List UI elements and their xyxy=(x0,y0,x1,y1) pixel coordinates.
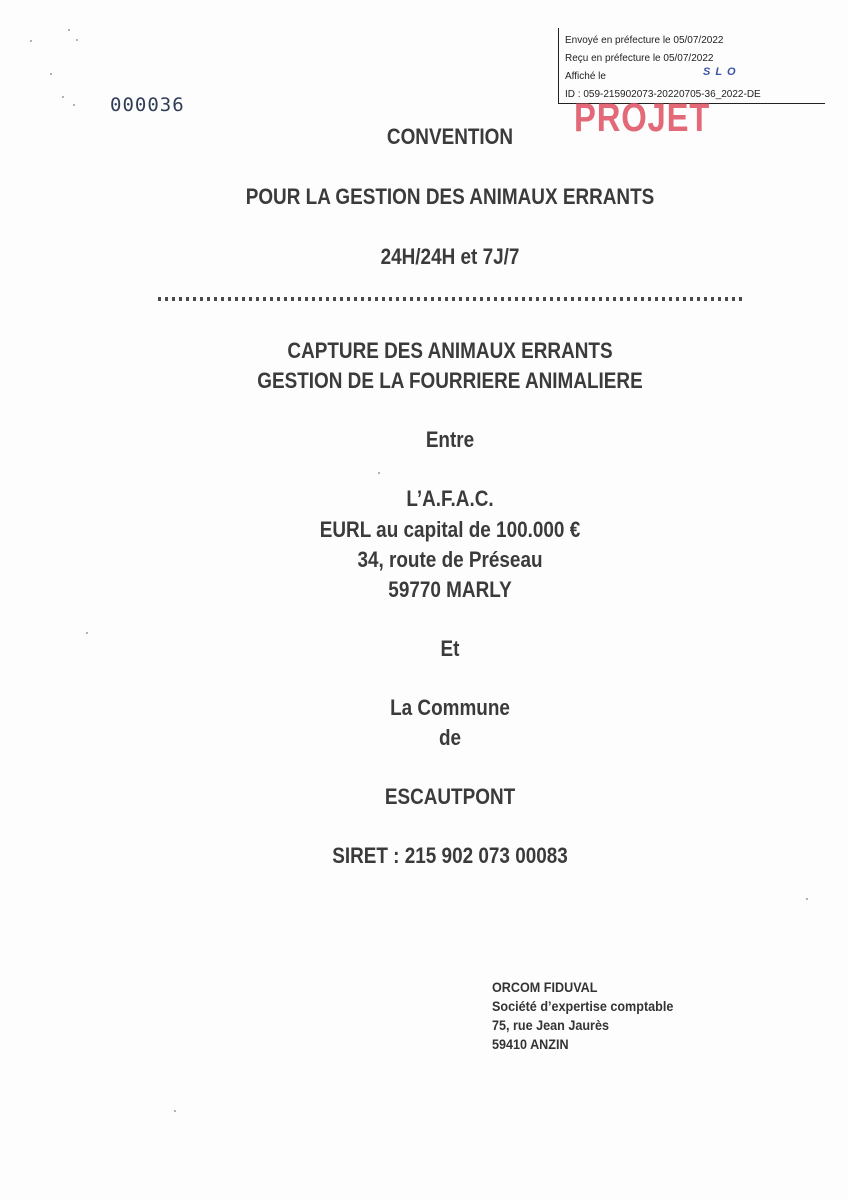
accountant-type: Société d’expertise comptable xyxy=(492,998,674,1014)
scan-speck xyxy=(76,39,78,41)
and-label: Et xyxy=(440,636,460,661)
subtitle-pound: GESTION DE LA FOURRIERE ANIMALIERE xyxy=(257,368,643,393)
stamp-received-date: Reçu en préfecture le 05/07/2022 xyxy=(565,53,714,64)
accountant-block xyxy=(492,978,673,1054)
title-purpose: POUR LA GESTION DES ANIMAUX ERRANTS xyxy=(245,184,655,209)
prefecture-stamp xyxy=(558,28,825,104)
scan-speck xyxy=(50,73,52,75)
scan-speck xyxy=(68,29,70,31)
party2-siret: SIRET : 215 902 073 00083 xyxy=(332,843,568,868)
document-number: 000036 xyxy=(110,94,185,116)
party1-street: 34, route de Préseau xyxy=(357,547,543,572)
accountant-street: 75, rue Jean Jaurès xyxy=(492,1017,609,1033)
accountant-name: ORCOM FIDUVAL xyxy=(492,979,598,995)
accountant-city: 59410 ANZIN xyxy=(492,1036,569,1052)
dotted-separator xyxy=(158,297,743,301)
title-convention: CONVENTION xyxy=(386,124,514,149)
stamp-id: ID : 059-215902073-20220705-36_2022-DE xyxy=(565,89,761,100)
subtitle-capture: CAPTURE DES ANIMAUX ERRANTS xyxy=(287,338,613,363)
scan-speck xyxy=(30,40,32,42)
projet-stamp: PROJET xyxy=(574,96,711,140)
stamp-posted: Affiché le xyxy=(565,71,606,82)
slo-logo: SLO xyxy=(703,66,741,78)
party1-name: L’A.F.A.C. xyxy=(406,486,494,511)
scan-speck xyxy=(378,472,380,474)
party1-city: 59770 MARLY xyxy=(388,577,512,602)
between-label: Entre xyxy=(425,427,475,452)
scan-speck xyxy=(806,898,808,900)
scan-speck xyxy=(62,96,64,98)
party2-de: de xyxy=(438,725,462,750)
scan-speck xyxy=(86,632,88,634)
scan-speck xyxy=(73,104,75,106)
party2-commune: La Commune xyxy=(390,695,510,720)
scan-speck xyxy=(174,1110,176,1112)
stamp-sent-date: Envoyé en préfecture le 05/07/2022 xyxy=(565,35,724,46)
title-hours: 24H/24H et 7J/7 xyxy=(380,244,520,269)
party1-legal: EURL au capital de 100.000 € xyxy=(319,517,581,542)
party2-name: ESCAUTPONT xyxy=(384,784,516,809)
